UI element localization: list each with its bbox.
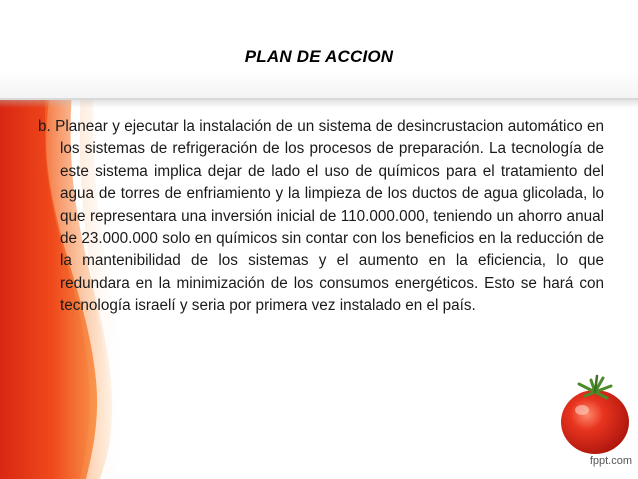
slide-title: PLAN DE ACCION	[244, 47, 394, 66]
body-paragraph: b. Planear y ejecutar la instalación de un sistema de desincrustacion automático en los sistemas de refrigeración de los procesos de preparación. La tecnología de este sistema implica dejar de lado el uso de químicos para el tratamiento del agua de torres de enfriamiento y la limpieza de los ductos de agua glicolada, lo que representara una inversión inicial de 110.000.000, teniendo un ahorro anual de 23.000.000 solo en químicos sin contar con los beneficios en la reducción de la mantenibilidad de los sistemas y el aumento en la eficiencia, lo que redundara en la minimización de los consumos energéticos. Esto se hará con tecnología israelí y seria por primera vez instalado en el país.	[38, 118, 604, 315]
footer-brand: fppt.com	[589, 455, 632, 467]
header-divider	[0, 98, 638, 108]
slide-body	[38, 116, 604, 318]
tomato-icon	[555, 372, 635, 457]
